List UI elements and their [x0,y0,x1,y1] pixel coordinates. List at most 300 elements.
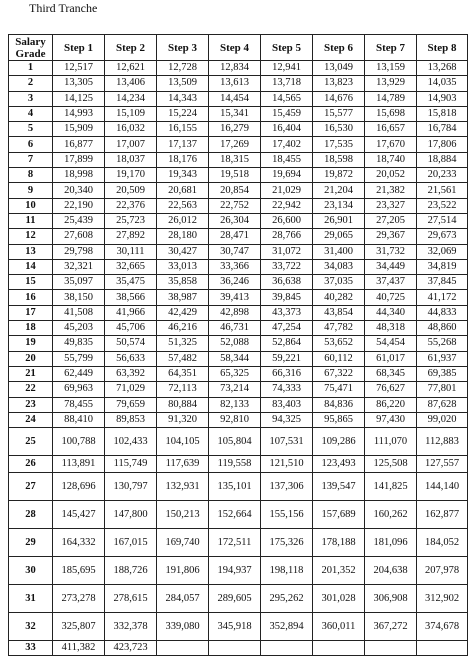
salary-grade-cell: 28 [9,501,53,529]
salary-grade-cell: 25 [9,428,53,456]
step-6-cell: 16,530 [313,122,365,137]
step-8-cell: 14,035 [417,76,468,91]
step-5-cell: 52,864 [261,336,313,351]
step-2-cell: 27,892 [105,229,157,244]
step-3-cell: 42,429 [157,305,209,320]
step-1-cell: 25,439 [53,213,105,228]
step-7-cell: 17,670 [365,137,417,152]
table-row [9,366,468,381]
step-6-cell: 95,865 [313,412,365,427]
step-8-cell: 15,818 [417,106,468,121]
step-6-cell: 123,493 [313,456,365,473]
step-4-cell: 19,518 [209,168,261,183]
step-6-cell: 13,823 [313,76,365,91]
step-8-cell: 44,833 [417,305,468,320]
table-row [9,198,468,213]
step-2-cell: 147,800 [105,501,157,529]
step-4-cell: 46,731 [209,321,261,336]
step-6-cell: 23,134 [313,198,365,213]
table-row [9,137,468,152]
step-8-cell: 184,052 [417,529,468,557]
step-7-cell: 40,725 [365,290,417,305]
step-7-cell: 23,327 [365,198,417,213]
step-7-cell: 27,205 [365,213,417,228]
step-7-cell: 54,454 [365,336,417,351]
step-1-cell: 38,150 [53,290,105,305]
table-row [9,152,468,167]
table-row [9,168,468,183]
step-5-cell: 121,510 [261,456,313,473]
step-4-cell [209,641,261,656]
step-4-cell: 30,747 [209,244,261,259]
step-5-cell: 17,402 [261,137,313,152]
step-5-cell: 28,766 [261,229,313,244]
step-5-cell: 74,333 [261,382,313,397]
step-7-cell: 97,430 [365,412,417,427]
table-row [9,336,468,351]
salary-grade-cell: 30 [9,557,53,585]
step-1-cell: 69,963 [53,382,105,397]
step-5-cell: 19,694 [261,168,313,183]
table-row [9,213,468,228]
step-6-cell: 47,782 [313,321,365,336]
step-4-cell: 92,810 [209,412,261,427]
step-1-cell: 49,835 [53,336,105,351]
step-3-cell: 46,216 [157,321,209,336]
step-8-cell: 127,557 [417,456,468,473]
step-1-cell: 20,340 [53,183,105,198]
table-row [9,412,468,427]
step-3-cell: 28,180 [157,229,209,244]
step-8-cell: 18,884 [417,152,468,167]
table-row [9,641,468,656]
step-5-cell: 94,325 [261,412,313,427]
table-row [9,91,468,106]
step-5-cell: 198,118 [261,557,313,585]
step-1-cell: 14,993 [53,106,105,121]
step-1-cell: 185,695 [53,557,105,585]
salary-grade-cell: 11 [9,213,53,228]
salary-grade-cell: 6 [9,137,53,152]
table-row [9,557,468,585]
step-3-cell: 26,012 [157,213,209,228]
step-5-cell: 18,455 [261,152,313,167]
step-1-cell: 41,508 [53,305,105,320]
step-8-cell: 32,069 [417,244,468,259]
step-1-cell: 22,190 [53,198,105,213]
step-2-cell: 25,723 [105,213,157,228]
step-7-cell [365,641,417,656]
step-2-cell: 423,723 [105,641,157,656]
step-5-cell [261,641,313,656]
step-5-cell: 14,565 [261,91,313,106]
step-7-cell: 21,382 [365,183,417,198]
step-2-cell: 17,007 [105,137,157,152]
step-8-cell: 14,903 [417,91,468,106]
step-7-cell: 204,638 [365,557,417,585]
step-7-cell: 44,340 [365,305,417,320]
table-row [9,259,468,274]
step-6-cell: 109,286 [313,428,365,456]
salary-grade-cell: 26 [9,456,53,473]
step-4-cell: 82,133 [209,397,261,412]
step-6-cell: 301,028 [313,585,365,613]
step-4-cell: 28,471 [209,229,261,244]
step-5-cell: 66,316 [261,366,313,381]
step-2-cell: 15,109 [105,106,157,121]
step-6-cell: 67,322 [313,366,365,381]
step-6-cell [313,641,365,656]
step-7-cell: 14,789 [365,91,417,106]
step-8-cell: 21,561 [417,183,468,198]
salary-grade-cell: 33 [9,641,53,656]
salary-grade-cell: 8 [9,168,53,183]
step-2-cell: 32,665 [105,259,157,274]
step-7-cell: 13,159 [365,61,417,76]
step-4-cell: 15,341 [209,106,261,121]
step-1-cell: 411,382 [53,641,105,656]
step-4-cell: 194,937 [209,557,261,585]
step-4-cell: 36,246 [209,275,261,290]
header-salary-grade: Salary Grade [9,35,53,61]
salary-grade-cell: 24 [9,412,53,427]
salary-grade-cell: 5 [9,122,53,137]
step-4-cell: 17,269 [209,137,261,152]
step-8-cell: 312,902 [417,585,468,613]
step-3-cell: 284,057 [157,585,209,613]
step-4-cell: 20,854 [209,183,261,198]
step-3-cell: 12,728 [157,61,209,76]
step-6-cell: 43,854 [313,305,365,320]
salary-grade-cell: 7 [9,152,53,167]
step-6-cell: 31,400 [313,244,365,259]
salary-grade-cell: 32 [9,613,53,641]
step-8-cell: 112,883 [417,428,468,456]
step-4-cell: 119,558 [209,456,261,473]
step-5-cell: 31,072 [261,244,313,259]
step-8-cell: 23,522 [417,198,468,213]
step-1-cell: 100,788 [53,428,105,456]
step-2-cell: 20,509 [105,183,157,198]
step-7-cell: 367,272 [365,613,417,641]
step-5-cell: 26,600 [261,213,313,228]
step-2-cell: 71,029 [105,382,157,397]
table-row [9,275,468,290]
step-2-cell: 19,170 [105,168,157,183]
step-2-cell: 18,037 [105,152,157,167]
step-7-cell: 15,698 [365,106,417,121]
step-8-cell [417,641,468,656]
step-3-cell: 13,509 [157,76,209,91]
step-6-cell: 60,112 [313,351,365,366]
step-5-cell: 107,531 [261,428,313,456]
step-4-cell: 22,752 [209,198,261,213]
step-6-cell: 201,352 [313,557,365,585]
step-1-cell: 18,998 [53,168,105,183]
step-6-cell: 84,836 [313,397,365,412]
salary-grade-cell: 12 [9,229,53,244]
header-step-3: Step 3 [157,35,209,61]
step-6-cell: 26,901 [313,213,365,228]
step-2-cell: 332,378 [105,613,157,641]
step-6-cell: 13,049 [313,61,365,76]
salary-grade-cell: 2 [9,76,53,91]
header-step-8: Step 8 [417,35,468,61]
step-5-cell: 47,254 [261,321,313,336]
step-8-cell: 20,233 [417,168,468,183]
table-row [9,290,468,305]
step-2-cell: 56,633 [105,351,157,366]
table-row [9,501,468,529]
step-2-cell: 14,234 [105,91,157,106]
salary-grade-cell: 27 [9,473,53,501]
step-3-cell: 150,213 [157,501,209,529]
salary-grade-cell: 23 [9,397,53,412]
step-5-cell: 39,845 [261,290,313,305]
step-8-cell: 87,628 [417,397,468,412]
step-8-cell: 144,140 [417,473,468,501]
step-7-cell: 13,929 [365,76,417,91]
step-2-cell: 89,853 [105,412,157,427]
step-8-cell: 37,845 [417,275,468,290]
step-7-cell: 76,627 [365,382,417,397]
step-2-cell: 35,475 [105,275,157,290]
step-7-cell: 18,740 [365,152,417,167]
salary-grade-cell: 15 [9,275,53,290]
step-6-cell: 53,652 [313,336,365,351]
salary-grade-cell: 17 [9,305,53,320]
step-2-cell: 115,749 [105,456,157,473]
salary-grade-cell: 9 [9,183,53,198]
step-4-cell: 135,101 [209,473,261,501]
step-7-cell: 86,220 [365,397,417,412]
step-5-cell: 352,894 [261,613,313,641]
header-step-6: Step 6 [313,35,365,61]
step-8-cell: 48,860 [417,321,468,336]
step-3-cell: 191,806 [157,557,209,585]
step-6-cell: 18,598 [313,152,365,167]
table-row [9,305,468,320]
step-5-cell: 36,638 [261,275,313,290]
table-row [9,229,468,244]
step-5-cell: 155,156 [261,501,313,529]
step-4-cell: 345,918 [209,613,261,641]
step-2-cell: 16,032 [105,122,157,137]
step-3-cell: 14,343 [157,91,209,106]
step-6-cell: 139,547 [313,473,365,501]
step-4-cell: 172,511 [209,529,261,557]
salary-grade-cell: 16 [9,290,53,305]
step-3-cell: 33,013 [157,259,209,274]
salary-grade-cell: 29 [9,529,53,557]
step-6-cell: 37,035 [313,275,365,290]
step-7-cell: 37,437 [365,275,417,290]
step-4-cell: 105,804 [209,428,261,456]
step-4-cell: 39,413 [209,290,261,305]
step-5-cell: 137,306 [261,473,313,501]
step-1-cell: 55,799 [53,351,105,366]
step-1-cell: 113,891 [53,456,105,473]
step-8-cell: 29,673 [417,229,468,244]
step-7-cell: 306,908 [365,585,417,613]
salary-grade-cell: 13 [9,244,53,259]
step-3-cell: 91,320 [157,412,209,427]
step-7-cell: 34,449 [365,259,417,274]
salary-grade-cell: 10 [9,198,53,213]
step-1-cell: 12,517 [53,61,105,76]
header-step-1: Step 1 [53,35,105,61]
step-1-cell: 13,305 [53,76,105,91]
step-2-cell: 13,406 [105,76,157,91]
step-2-cell: 130,797 [105,473,157,501]
salary-grade-cell: 14 [9,259,53,274]
step-2-cell: 38,566 [105,290,157,305]
step-1-cell: 164,332 [53,529,105,557]
step-1-cell: 16,877 [53,137,105,152]
step-2-cell: 22,376 [105,198,157,213]
step-8-cell: 77,801 [417,382,468,397]
table-row [9,183,468,198]
step-8-cell: 41,172 [417,290,468,305]
step-8-cell: 207,978 [417,557,468,585]
header-row [9,35,468,61]
step-3-cell: 80,884 [157,397,209,412]
step-4-cell: 52,088 [209,336,261,351]
step-1-cell: 15,909 [53,122,105,137]
step-1-cell: 145,427 [53,501,105,529]
table-row [9,397,468,412]
step-7-cell: 16,657 [365,122,417,137]
header-step-2: Step 2 [105,35,157,61]
step-4-cell: 289,605 [209,585,261,613]
step-8-cell: 13,268 [417,61,468,76]
step-1-cell: 29,798 [53,244,105,259]
table-row [9,529,468,557]
step-3-cell: 35,858 [157,275,209,290]
step-4-cell: 73,214 [209,382,261,397]
step-4-cell: 14,454 [209,91,261,106]
table-body [9,61,468,656]
step-4-cell: 26,304 [209,213,261,228]
step-8-cell: 162,877 [417,501,468,529]
step-4-cell: 42,898 [209,305,261,320]
step-6-cell: 40,282 [313,290,365,305]
step-7-cell: 31,732 [365,244,417,259]
step-1-cell: 78,455 [53,397,105,412]
salary-grade-cell: 21 [9,366,53,381]
step-6-cell: 14,676 [313,91,365,106]
header-step-7: Step 7 [365,35,417,61]
table-row [9,244,468,259]
salary-grade-cell: 3 [9,91,53,106]
step-2-cell: 278,615 [105,585,157,613]
step-3-cell: 16,155 [157,122,209,137]
step-3-cell: 18,176 [157,152,209,167]
step-3-cell: 64,351 [157,366,209,381]
step-6-cell: 360,011 [313,613,365,641]
step-1-cell: 128,696 [53,473,105,501]
step-4-cell: 12,834 [209,61,261,76]
step-3-cell: 20,681 [157,183,209,198]
table-row [9,456,468,473]
table-row [9,613,468,641]
step-8-cell: 55,268 [417,336,468,351]
step-7-cell: 160,262 [365,501,417,529]
step-5-cell: 83,403 [261,397,313,412]
header-step-5: Step 5 [261,35,313,61]
step-1-cell: 273,278 [53,585,105,613]
step-5-cell: 175,326 [261,529,313,557]
step-5-cell: 21,029 [261,183,313,198]
table-row [9,428,468,456]
table-row [9,106,468,121]
step-3-cell: 132,931 [157,473,209,501]
step-3-cell: 30,427 [157,244,209,259]
step-3-cell: 57,482 [157,351,209,366]
step-7-cell: 48,318 [365,321,417,336]
step-7-cell: 141,825 [365,473,417,501]
table-row [9,321,468,336]
step-5-cell: 22,942 [261,198,313,213]
step-1-cell: 14,125 [53,91,105,106]
step-4-cell: 18,315 [209,152,261,167]
step-3-cell: 72,113 [157,382,209,397]
step-8-cell: 69,385 [417,366,468,381]
step-2-cell: 102,433 [105,428,157,456]
table-row [9,61,468,76]
step-3-cell: 17,137 [157,137,209,152]
step-6-cell: 17,535 [313,137,365,152]
header-step-4: Step 4 [209,35,261,61]
step-4-cell: 13,613 [209,76,261,91]
table-row [9,76,468,91]
step-8-cell: 99,020 [417,412,468,427]
step-4-cell: 152,664 [209,501,261,529]
step-5-cell: 295,262 [261,585,313,613]
step-1-cell: 62,449 [53,366,105,381]
step-1-cell: 27,608 [53,229,105,244]
step-4-cell: 33,366 [209,259,261,274]
step-3-cell: 339,080 [157,613,209,641]
step-1-cell: 88,410 [53,412,105,427]
step-1-cell: 32,321 [53,259,105,274]
step-3-cell [157,641,209,656]
step-6-cell: 19,872 [313,168,365,183]
table-row [9,351,468,366]
table-row [9,122,468,137]
salary-grade-cell: 20 [9,351,53,366]
step-1-cell: 45,203 [53,321,105,336]
step-8-cell: 16,784 [417,122,468,137]
salary-grade-cell: 22 [9,382,53,397]
step-5-cell: 43,373 [261,305,313,320]
step-1-cell: 17,899 [53,152,105,167]
page-title: Third Tranche [29,1,98,15]
step-1-cell: 35,097 [53,275,105,290]
salary-grade-cell: 18 [9,321,53,336]
step-2-cell: 12,621 [105,61,157,76]
step-6-cell: 75,471 [313,382,365,397]
step-7-cell: 61,017 [365,351,417,366]
step-7-cell: 29,367 [365,229,417,244]
step-6-cell: 157,689 [313,501,365,529]
step-4-cell: 65,325 [209,366,261,381]
salary-grade-cell: 1 [9,61,53,76]
step-6-cell: 178,188 [313,529,365,557]
step-7-cell: 20,052 [365,168,417,183]
step-6-cell: 34,083 [313,259,365,274]
step-6-cell: 29,065 [313,229,365,244]
